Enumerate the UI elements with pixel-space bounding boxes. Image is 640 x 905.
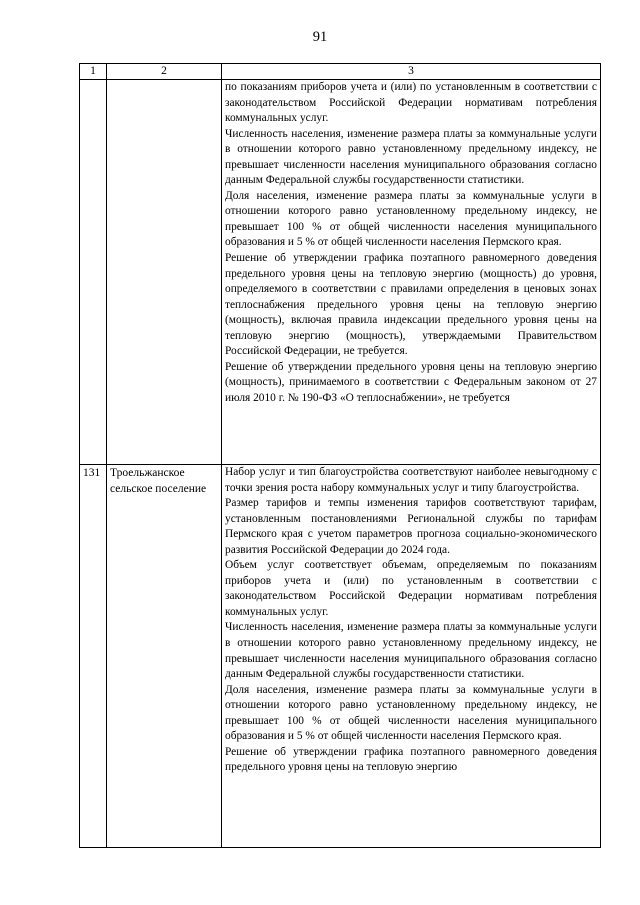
criteria-paragraph: Решение об утверждении предельного уровня цены на тепловую энергию (мощность), принимаемого в соответствии с Федеральным законом от 27 июля 2010 г. № 190-ФЗ «О теплоснабжении», не требуется [225, 360, 597, 404]
criteria-text [222, 80, 601, 465]
table-row [80, 80, 601, 465]
criteria-paragraph: Доля населения, изменение размера платы за коммунальные услуги в отношении которого равно установленному предельному индексу, не превышает 100 % от общей численности населения муниципального образования и 5 % от общей численности населения Пермского края. [225, 189, 597, 249]
page-number: 91 [312, 29, 328, 45]
municipality-name [107, 80, 222, 465]
row-number: 131 [80, 465, 107, 848]
row-number [80, 80, 107, 465]
document-table [79, 63, 601, 848]
criteria-paragraph: Доля населения, изменение размера платы за коммунальные услуги в отношении которого равно установленному предельному индексу, не превышает 100 % от общей численности населения муниципального образования и 5 % от общей численности населения Пермского края. [225, 683, 597, 743]
criteria-paragraph: Набор услуг и тип благоустройства соответствуют наиболее невыгодному с точки зрения роста набору коммунальных услуг и типу благоустройства. [225, 466, 597, 494]
criteria-paragraph: Численность населения, изменение размера платы за коммунальные услуги в отношении которого равно установленному предельному индексу, не превышает численности населения муниципального образования согласно данным Федеральной службы государственности статистики. [225, 621, 597, 681]
column-header-1: 1 [80, 64, 107, 80]
criteria-paragraph: Численность населения, изменение размера платы за коммунальные услуги в отношении которого равно установленному предельному индексу, не превышает численности населения муниципального образования согласно данным Федеральной службы государственности статистики. [225, 127, 597, 187]
criteria-paragraph: Решение об утверждении графика поэтапного равномерного доведения предельного уровня цены на тепловую энергию [225, 745, 597, 774]
column-header-3: 3 [222, 64, 601, 80]
table-header-row [80, 64, 601, 80]
criteria-paragraph: Решение об утверждении графика поэтапного равномерного доведения предельного уровня цены на тепловую энергию (мощность) до уровня, определяемого в соответствии с правилами определения в ценовых зонах теплоснабжения предельного уровня цены на тепловую энергию (мощность), включая правила индексации предельного уровня цены на тепловую энергию (мощность), утверждаемыми Правительством Российской Федерации, не требуется. [225, 252, 597, 358]
criteria-text [222, 465, 601, 848]
column-header-2: 2 [107, 64, 222, 80]
table-row [80, 465, 601, 848]
municipality-name: Троельжанское сельское поселение [107, 465, 222, 848]
criteria-paragraph: по показаниям приборов учета и (или) по установленным в соответствии с законодательством Российской Федерации нормативам потребления коммунальных услуг. [225, 81, 597, 125]
criteria-paragraph: Объем услуг соответствует объемам, определяемым по показаниям приборов учета и (или) по установленным в соответствии с законодательством Российской Федерации нормативам потребления коммунальных услуг. [225, 559, 597, 618]
criteria-paragraph: Размер тарифов и темпы изменения тарифов соответствуют тарифам, установленным постановлениями Региональной службы по тарифам Пермского края с учетом параметров прогноза социально-экономического развития Российской Федерации до 2024 года. [225, 497, 597, 556]
